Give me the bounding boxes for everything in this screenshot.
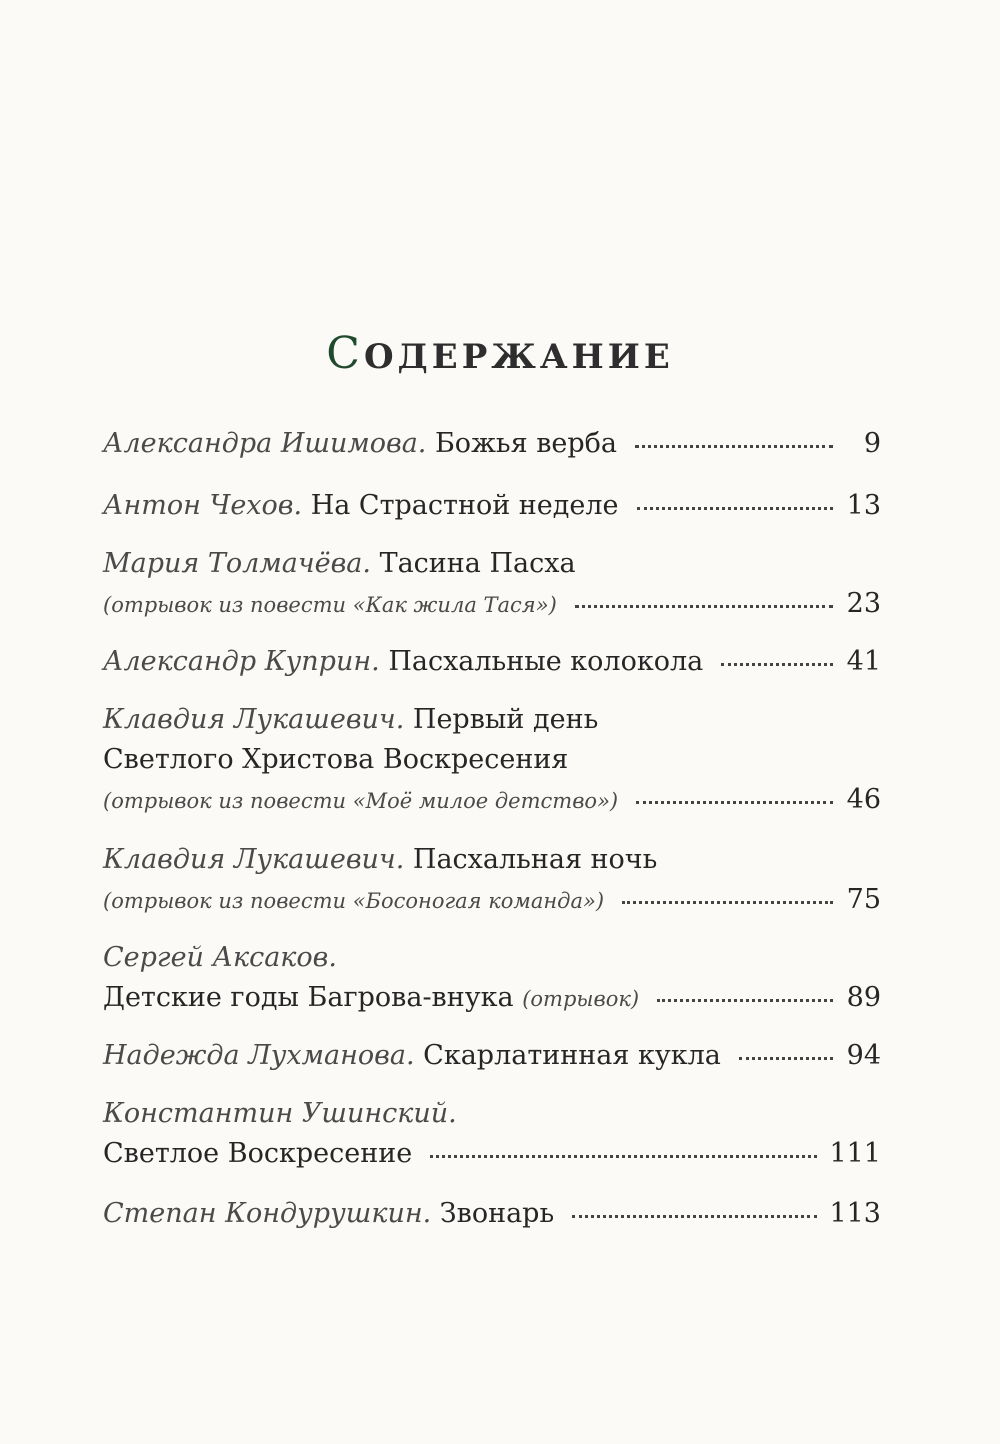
entry-author: Клавдия Лукашевич xyxy=(103,844,396,875)
entry-title: На Страстной неделе xyxy=(310,490,619,521)
entry-subtitle: (отрывок из повести «Как жила Тася») xyxy=(103,593,557,617)
entry-author: Клавдия Лукашевич xyxy=(103,704,396,735)
entry-title: Пасхальная ночь xyxy=(412,844,658,875)
entry-title: Звонарь xyxy=(439,1198,555,1229)
toc-entry[interactable]: Александр Куприн . Пасхальные колокола 41 xyxy=(103,646,881,677)
page-number: 111 xyxy=(829,1138,881,1169)
toc-entry[interactable]: Степан Кондурушкин . Звонарь 113 xyxy=(103,1198,881,1229)
leader-dots xyxy=(635,444,833,448)
page-title xyxy=(0,328,1000,379)
toc-entry[interactable]: Мария Толмачёва . Тасина Пасха (отрывок из повести «Как жила Тася») 23 xyxy=(103,548,881,619)
page-number: 9 xyxy=(863,428,881,459)
page-number: 94 xyxy=(846,1040,881,1071)
leader-dots xyxy=(572,1214,817,1218)
toc-entry[interactable] xyxy=(103,1098,881,1178)
entry-subtitle: (отрывок) xyxy=(522,987,640,1011)
toc-entry[interactable]: Клавдия Лукашевич . Первый день Светлого Христова Воскресения (отрывок из повести «Моё милое детство») 46 xyxy=(103,704,881,815)
leader-dots xyxy=(657,998,833,1002)
toc-entry[interactable]: Клавдия Лукашевич . Пасхальная ночь (отрывок из повести «Босоногая команда») 75 xyxy=(103,844,881,915)
entry-title: Тасина Пасха xyxy=(379,548,576,579)
page-number: 113 xyxy=(829,1198,881,1229)
page-number: 75 xyxy=(846,884,881,915)
page-number: 23 xyxy=(846,588,881,619)
entry-title: Пасхальные колокола xyxy=(388,646,704,677)
entry-author: Мария Толмачёва xyxy=(103,548,363,579)
entry-title: Первый день xyxy=(412,704,599,735)
leader-dots xyxy=(721,662,833,666)
toc-entry[interactable] xyxy=(103,942,881,1022)
entry-subtitle: (отрывок из повести «Босоногая команда») xyxy=(103,889,605,913)
entry-author: Константин Ушинский. xyxy=(103,1098,457,1129)
toc-entry[interactable]: Антон Чехов . На Страстной неделе 13 xyxy=(103,490,881,521)
entry-subtitle: (отрывок из повести «Моё милое детство») xyxy=(103,789,619,813)
entry-title-line2: Светлого Христова Воскресения xyxy=(103,744,569,775)
entry-author: Надежда Лухманова xyxy=(103,1040,406,1071)
page-number: 89 xyxy=(846,982,881,1013)
toc-entry[interactable]: Александра Ишимова . Божья верба 9 xyxy=(103,428,881,459)
page-number: 41 xyxy=(846,646,881,677)
leader-dots xyxy=(636,800,833,804)
entry-author: Александра Ишимова xyxy=(103,428,418,459)
page-number: 13 xyxy=(846,490,881,521)
entry-author: Сергей Аксаков. xyxy=(103,942,337,973)
title-rest: ОДЕРЖАНИЕ xyxy=(363,337,674,377)
leader-dots xyxy=(430,1154,817,1158)
toc-entry[interactable]: Надежда Лухманова . Скарлатинная кукла 94 xyxy=(103,1040,881,1071)
entry-title: Скарлатинная кукла xyxy=(423,1040,721,1071)
leader-dots xyxy=(637,506,834,510)
entry-author: Степан Кондурушкин xyxy=(103,1198,423,1229)
leader-dots xyxy=(622,900,833,904)
entry-title: Божья верба xyxy=(434,428,618,459)
entry-author: Антон Чехов xyxy=(103,490,294,521)
entry-title: Светлое Воскресение xyxy=(103,1138,413,1169)
entry-author: Александр Куприн xyxy=(103,646,372,677)
entry-title: Детские годы Багрова-внука xyxy=(103,982,514,1013)
leader-dots xyxy=(739,1056,833,1060)
page-number: 46 xyxy=(846,784,881,815)
leader-dots xyxy=(575,604,833,608)
title-initial: С xyxy=(326,328,364,379)
